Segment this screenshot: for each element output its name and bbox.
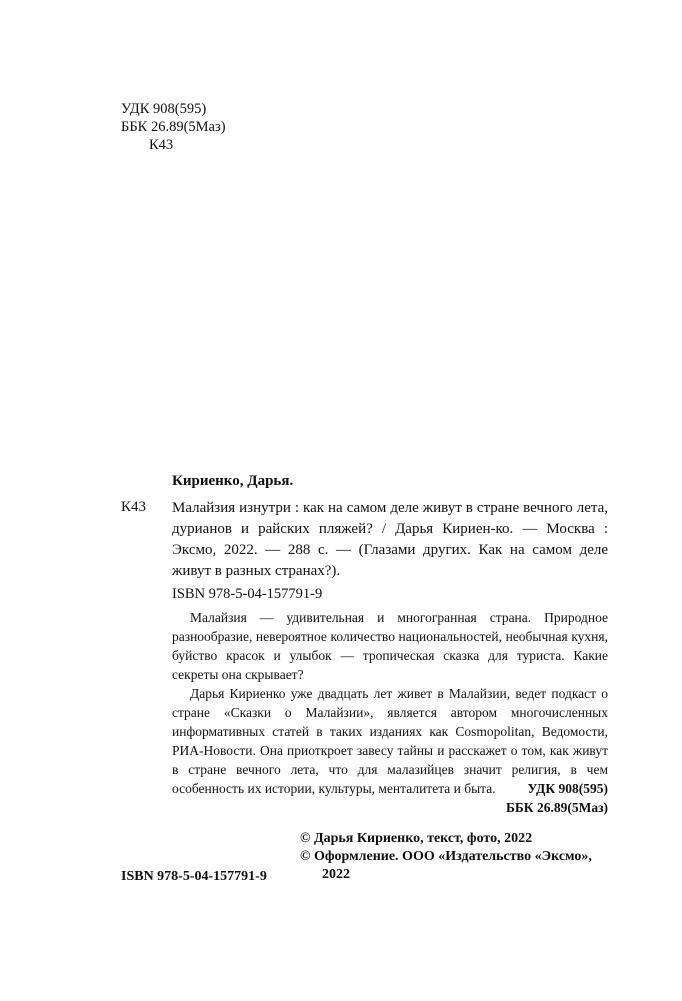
- udk-code: УДК 908(595): [121, 101, 207, 117]
- footer-udk-code: УДК 908(595): [527, 781, 608, 796]
- record-author-sign: К43: [121, 499, 147, 515]
- annotation-paragraph: Малайзия — удивительная и многогранная страна. Природное разнообразие, невероятное количество национальностей, необычная кухня, буйство красок и улыбок — тропическая сказка для туриста. Какие секреты она скрывает?: [172, 610, 608, 682]
- footer-bbk-code: ББК 26.89(5Маз): [505, 800, 608, 815]
- bbk-code: ББК 26.89(5Маз): [121, 119, 226, 135]
- record-isbn: ISBN 978-5-04-157791-9: [172, 586, 323, 602]
- footer-isbn: ISBN 978-5-04-157791-9: [121, 869, 267, 884]
- copyright-text: © Дарья Кириенко, текст, фото, 2022: [300, 831, 533, 846]
- record-author: Кириенко, Дарья.: [172, 473, 294, 489]
- footer-classification-codes: [486, 779, 608, 817]
- header-classification-codes: [121, 100, 226, 154]
- bibliographic-description: Малайзия изнутри : как на самом деле живут в стране вечного лета, дурианов и райских пляжей? / Дарья Кириен-ко. — Москва : Эксмо, 2022. — 288 с. — (Глазами других. Как на самом деле живут в разных странах?).: [172, 500, 608, 579]
- annotation-paragraph: Дарья Кириенко уже двадцать лет живет в Малайзии, ведет подкаст о стране «Сказки о Малайзии», является автором многочисленных информативных статей в таких изданиях как Cosmopolitan, Ведомости, РИА-Новости. Она приоткроет завесу тайны и расскажет о том, как живут в стране вечного лета, что для малазийцев значит религия, в чем особенность их истории, культуры, менталитета и быта.: [172, 686, 608, 796]
- annotation: [172, 608, 608, 798]
- copyright-design: © Оформление. ООО «Издательство «Эксмо», 2022: [300, 849, 592, 882]
- author-sign: К43: [149, 137, 174, 153]
- copyright-block: [300, 830, 610, 884]
